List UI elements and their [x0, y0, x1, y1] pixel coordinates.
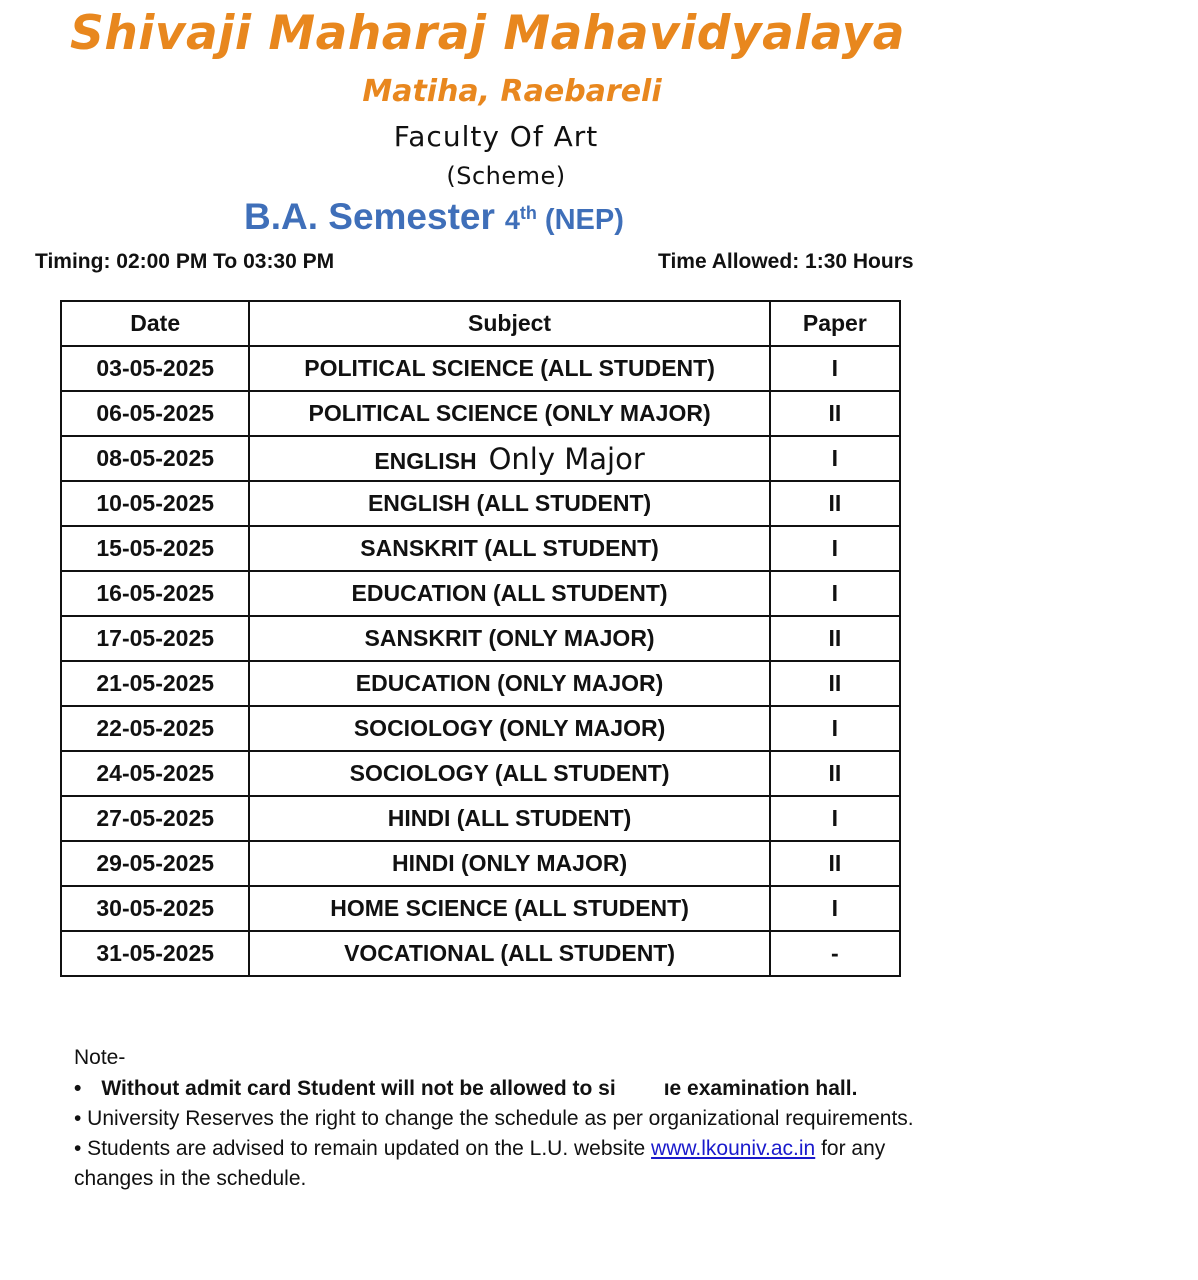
table-row — [61, 661, 900, 706]
paper-cell: II — [770, 481, 900, 526]
paper-cell: I — [770, 346, 900, 391]
paper-cell: II — [770, 841, 900, 886]
note-text: Without admit card Student will not be allowed to si — [101, 1077, 616, 1100]
table-row — [61, 391, 900, 436]
note-item — [74, 1134, 934, 1194]
subject-text: ENGLISH — [374, 447, 477, 474]
subject-cell: VOCATIONAL (ALL STUDENT) — [249, 931, 769, 976]
table-row — [61, 931, 900, 976]
date-cell: 27-05-2025 — [61, 796, 249, 841]
subject-cell: SANSKRIT (ALL STUDENT) — [249, 526, 769, 571]
table-row — [61, 616, 900, 661]
semester-number — [505, 205, 537, 235]
note-text: for any changes in the schedule. — [74, 1137, 886, 1190]
note-list — [74, 1074, 934, 1194]
date-cell: 08-05-2025 — [61, 436, 249, 481]
subject-handwritten-note: Only Major — [488, 441, 645, 476]
column-header-paper: Paper — [770, 301, 900, 346]
course-name: B.A. Semester — [244, 196, 495, 237]
note-item — [74, 1074, 934, 1104]
date-cell: 24-05-2025 — [61, 751, 249, 796]
semester-suffix: th — [519, 203, 537, 223]
paper-cell: I — [770, 706, 900, 751]
paper-cell: - — [770, 931, 900, 976]
subject-cell: POLITICAL SCIENCE (ONLY MAJOR) — [249, 391, 769, 436]
exam-schedule-table — [60, 300, 901, 977]
semester-digit: 4 — [504, 205, 520, 235]
note-text: ıe examination hall. — [663, 1077, 858, 1100]
subject-cell: HINDI (ONLY MAJOR) — [249, 841, 769, 886]
paper-cell: II — [770, 661, 900, 706]
university-website-link[interactable]: www.lkouniv.ac.in — [651, 1137, 816, 1160]
date-cell: 21-05-2025 — [61, 661, 249, 706]
paper-cell: II — [770, 391, 900, 436]
note-text: • Students are advised to remain updated on the L.U. website — [74, 1137, 652, 1160]
table-row — [61, 436, 900, 481]
college-name: Shivaji Maharaj Mahavidyalaya — [70, 6, 906, 61]
paper-cell: I — [770, 796, 900, 841]
date-cell: 29-05-2025 — [61, 841, 249, 886]
column-header-subject: Subject — [249, 301, 769, 346]
table-row — [61, 481, 900, 526]
table-row — [61, 346, 900, 391]
date-cell: 31-05-2025 — [61, 931, 249, 976]
table-row — [61, 796, 900, 841]
semester-heading — [244, 196, 624, 238]
date-cell: 30-05-2025 — [61, 886, 249, 931]
paper-cell: II — [770, 616, 900, 661]
scheme-type: (NEP) — [544, 204, 624, 236]
subject-cell: HINDI (ALL STUDENT) — [249, 796, 769, 841]
subject-cell: EDUCATION (ALL STUDENT) — [249, 571, 769, 616]
note-title: Note- — [74, 1046, 126, 1069]
subject-cell — [249, 436, 769, 481]
date-cell: 22-05-2025 — [61, 706, 249, 751]
date-cell: 10-05-2025 — [61, 481, 249, 526]
table-row — [61, 886, 900, 931]
table-row — [61, 526, 900, 571]
college-location: Matiha, Raebareli — [362, 74, 662, 109]
subject-cell: SOCIOLOGY (ONLY MAJOR) — [249, 706, 769, 751]
subject-cell: HOME SCIENCE (ALL STUDENT) — [249, 886, 769, 931]
date-cell: 17-05-2025 — [61, 616, 249, 661]
table-row — [61, 841, 900, 886]
date-cell: 03-05-2025 — [61, 346, 249, 391]
scheme-label: (Scheme) — [446, 162, 566, 190]
time-allowed: Time Allowed: 1:30 Hours — [658, 250, 914, 273]
paper-cell: I — [770, 886, 900, 931]
subject-cell: EDUCATION (ONLY MAJOR) — [249, 661, 769, 706]
subject-cell: POLITICAL SCIENCE (ALL STUDENT) — [249, 346, 769, 391]
subject-cell: ENGLISH (ALL STUDENT) — [249, 481, 769, 526]
table-row — [61, 751, 900, 796]
note-item: • University Reserves the right to change the schedule as per organizational requirements. — [74, 1107, 914, 1130]
table-header-row — [61, 301, 900, 346]
column-header-date: Date — [61, 301, 249, 346]
table-row — [61, 706, 900, 751]
paper-cell: I — [770, 436, 900, 481]
date-cell: 06-05-2025 — [61, 391, 249, 436]
paper-cell: I — [770, 526, 900, 571]
date-cell: 15-05-2025 — [61, 526, 249, 571]
date-cell: 16-05-2025 — [61, 571, 249, 616]
paper-cell: I — [770, 571, 900, 616]
bullet-icon: • — [74, 1077, 82, 1100]
exam-timing: Timing: 02:00 PM To 03:30 PM — [35, 250, 335, 273]
paper-cell: II — [770, 751, 900, 796]
table-body — [61, 346, 900, 976]
subject-cell: SOCIOLOGY (ALL STUDENT) — [249, 751, 769, 796]
subject-cell: SANSKRIT (ONLY MAJOR) — [249, 616, 769, 661]
table-row — [61, 571, 900, 616]
faculty-title: Faculty Of Art — [393, 120, 599, 153]
